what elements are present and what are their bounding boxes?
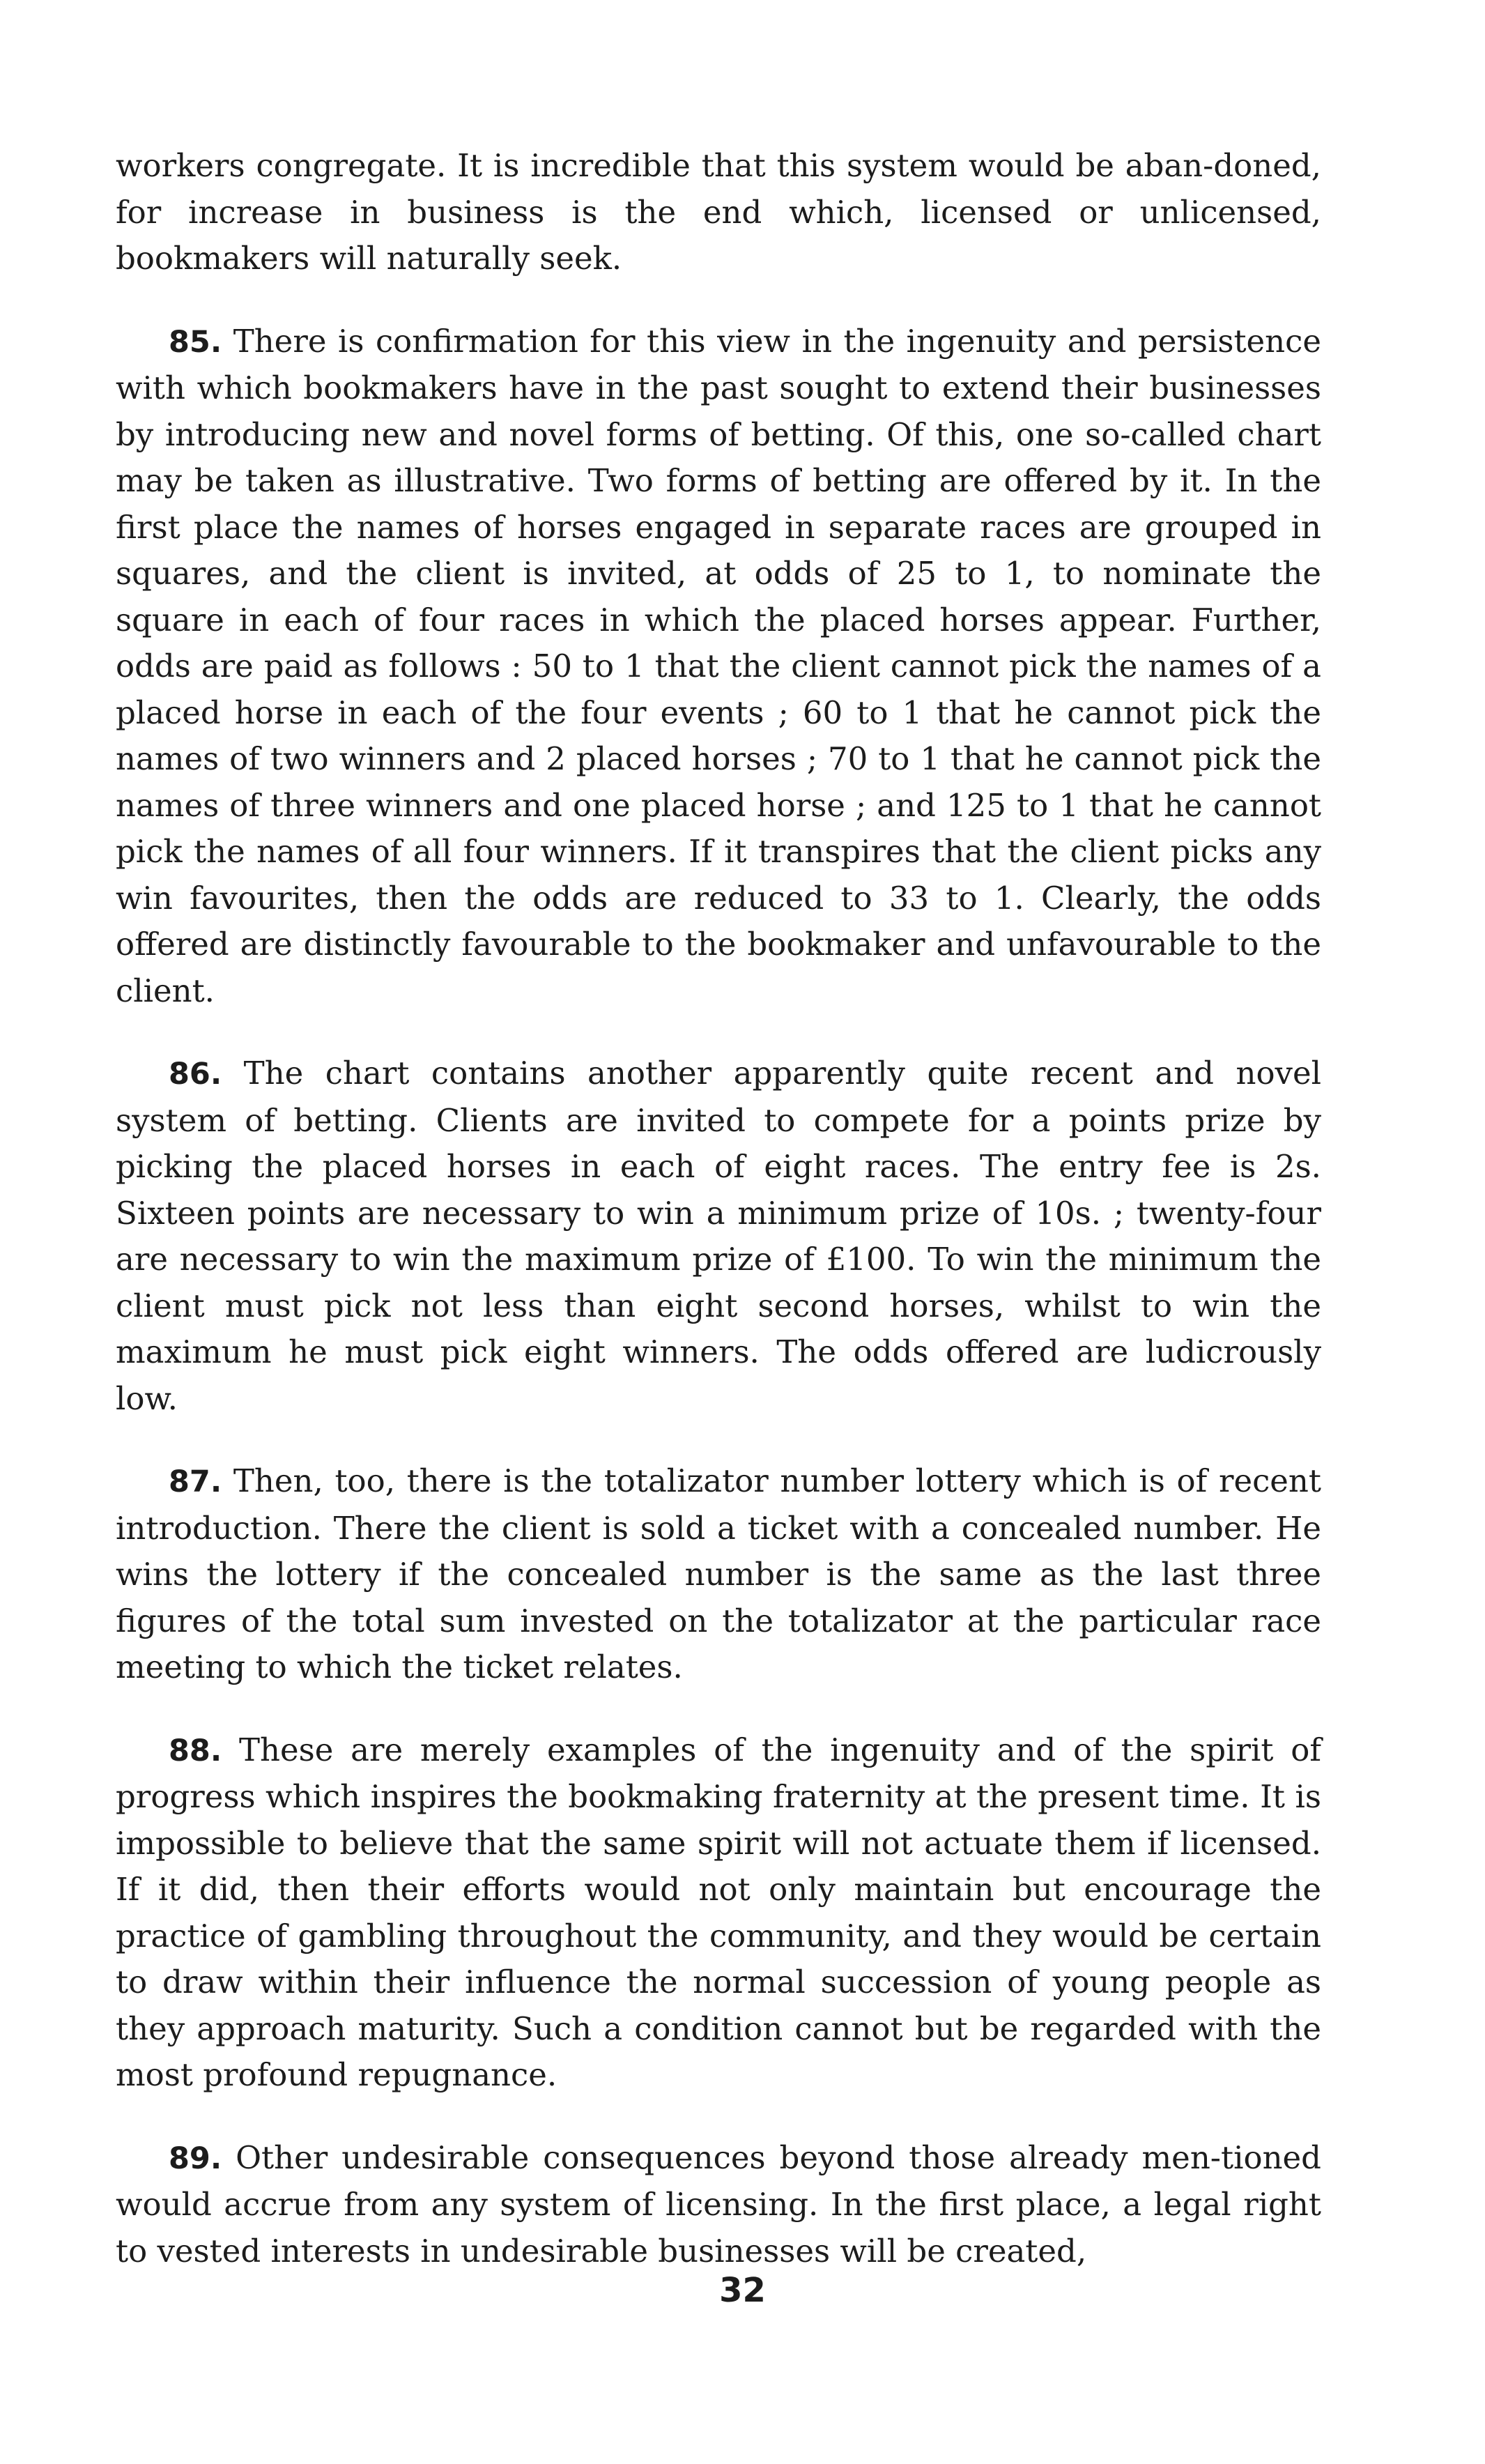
paragraph-88 — [116, 1727, 1321, 2099]
paragraph-87 — [116, 1458, 1321, 1691]
paragraph-text: Then, too, there is the totalizator number lottery which is of recent introduction. There the client is sold a ticket with a concealed number. He wins the lottery if the concealed number is the same as the last three figures of the total sum invested on the totalizator at the particular race meeting to which the ticket relates. — [116, 1462, 1321, 1685]
paragraph-number: 85. — [169, 324, 222, 360]
paragraph-89 — [116, 2135, 1321, 2275]
paragraph-text: Other undesirable consequences beyond those already men-tioned would accrue from any system of licensing. In the first place, a legal right to vested interests in undesirable businesses will be created, — [116, 2138, 1321, 2270]
paragraph-continued — [116, 143, 1321, 282]
paragraph-text: The chart contains another apparently quite recent and novel system of betting. Clients are invited to compete for a points prize by picking the placed horses in each of eight races. The entry fee is 2s. Sixteen points are necessary to win a minimum prize of 10s. ; twenty-four are necessary to win the maximum prize of £100. To win the minimum the client must pick not less than eight second horses, whilst to win the maximum he must pick eight winners. The odds offered are ludicrously low. — [116, 1055, 1321, 1417]
paragraph-text: workers congregate. It is incredible that this system would be aban-doned, for increase in business is the end which, licensed or unlicensed, bookmakers will naturally seek. — [116, 147, 1321, 277]
paragraph-text: There is confirmation for this view in the ingenuity and persistence with which bookmakers have in the past sought to extend their businesses by introducing new and novel forms of betting. Of this, one so-called chart may be taken as illustrative. Two forms of betting are offered by it. In the first place the names of horses engaged in separate races are grouped in squares, and the client is invited, at odds of 25 to 1, to nominate the square in each of four races in which the placed horses appear. Further, odds are paid as follows : 50 to 1 that the client cannot pick the names of a placed horse in each of the four events ; 60 to 1 that he cannot pick the names of two winners and 2 placed horses ; 70 to 1 that he cannot pick the names of three winners and one placed horse ; and 125 to 1 that he cannot pick the names of all four winners. If it transpires that the client picks any win favourites, then the odds are reduced to 33 to 1. Clearly, the odds offered are distinctly favourable to the bookmaker and unfavourable to the client. — [116, 322, 1321, 1009]
paragraph-number: 89. — [169, 2141, 222, 2176]
paragraph-85 — [116, 319, 1321, 1015]
page-number: 32 — [719, 2271, 766, 2310]
document-body — [116, 143, 1321, 2311]
paragraph-number: 87. — [169, 1464, 222, 1499]
paragraph-86 — [116, 1050, 1321, 1422]
paragraph-text: These are merely examples of the ingenuity and of the spirit of progress which inspires the bookmaking fraternity at the present time. It is impossible to believe that the same spirit will not actuate them if licensed. If it did, then their efforts would not only maintain but encourage the practice of gambling throughout the community, and they would be certain to draw within their influence the normal succession of young people as they approach maturity. Such a condition cannot but be regarded with the most profound repugnance. — [116, 1731, 1321, 2093]
paragraph-number: 86. — [169, 1057, 222, 1092]
paragraph-number: 88. — [169, 1733, 222, 1768]
